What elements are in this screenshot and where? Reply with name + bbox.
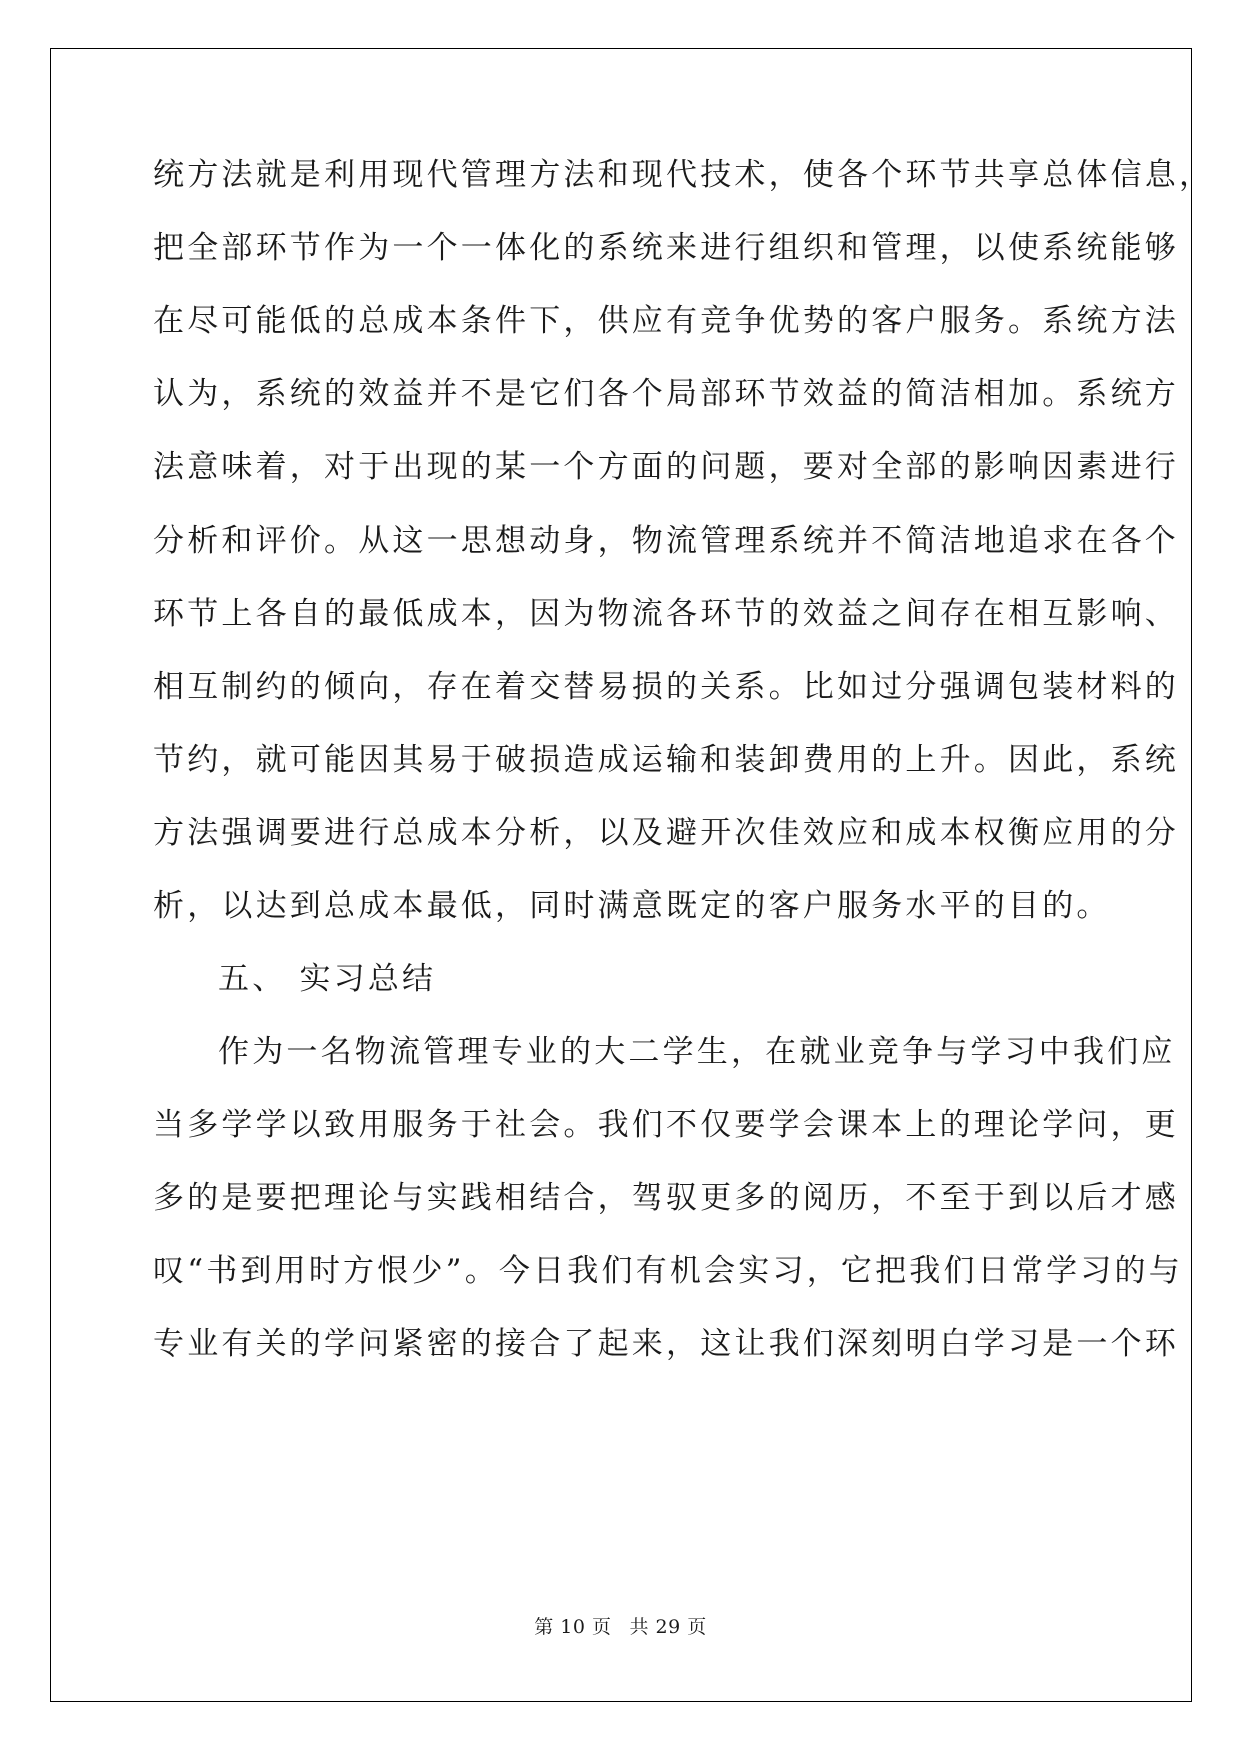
body-line-5: 法意味着，对于出现的某一个方面的问题，要对全部的影响因素进行 [153,449,1179,485]
body-line-16: 叹“书到用时方恨少”。今日我们有机会实习，它把我们日常学习的与 [153,1253,1183,1289]
body-line-7: 环节上各自的最低成本，因为物流各环节的效益之间存在相互影响、 [153,596,1179,632]
page-border [50,48,1192,1702]
body-line-11: 析，以达到总成本最低，同时满意既定的客户服务水平的目的。 [153,888,1111,924]
page-total: 共 29 页 [629,1616,707,1638]
body-line-6: 分析和评价。从这一思想动身，物流管理系统并不简洁地追求在各个 [153,523,1179,559]
body-line-2: 把全部环节作为一个一体化的系统来进行组织和管理，以使系统能够 [153,230,1179,266]
page-number: 第 10 页 [534,1616,612,1638]
body-line-4: 认为，系统的效益并不是它们各个局部环节效益的简洁相加。系统方 [153,376,1179,412]
body-line-17: 专业有关的学问紧密的接合了起来，这让我们深刻明白学习是一个环 [153,1326,1179,1362]
body-line-8: 相互制约的倾向，存在着交替易损的关系。比如过分强调包装材料的 [153,669,1179,705]
body-line-13: 作为一名物流管理专业的大二学生，在就业竞争与学习中我们应 [218,1034,1176,1070]
body-line-9: 节约，就可能因其易于破损造成运输和装卸费用的上升。因此，系统 [153,742,1179,778]
body-line-15: 多的是要把理论与实践相结合，驾驭更多的阅历，不至于到以后才感 [153,1180,1179,1216]
section-heading: 五、 实习总结 [218,961,437,997]
body-line-3: 在尽可能低的总成本条件下，供应有竞争优势的客户服务。系统方法 [153,303,1179,339]
body-line-10: 方法强调要进行总成本分析，以及避开次佳效应和成本权衡应用的分 [153,815,1179,851]
page-footer [0,1615,1241,1639]
body-line-14: 当多学学以致用服务于社会。我们不仅要学会课本上的理论学问，更 [153,1107,1179,1143]
body-line-1: 统方法就是利用现代管理方法和现代技术，使各个环节共享总体信息， [153,157,1214,193]
